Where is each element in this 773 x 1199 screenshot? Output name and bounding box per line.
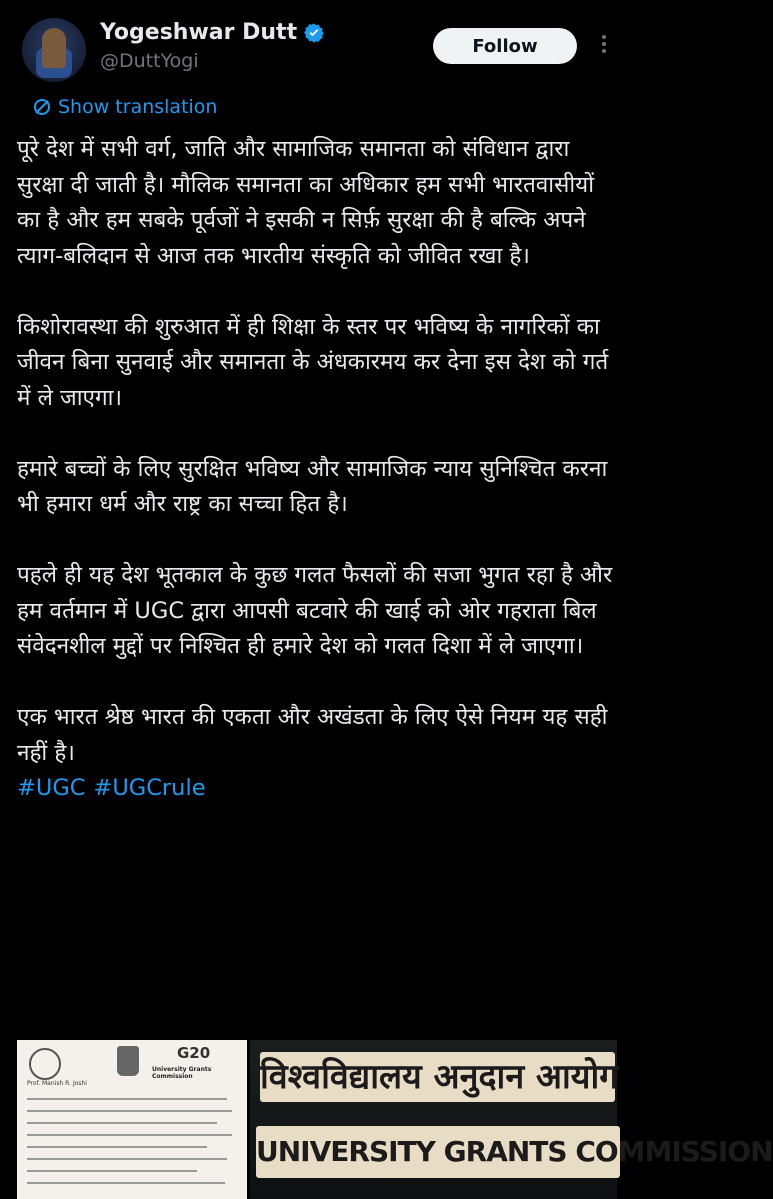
doc-header: G20 xyxy=(177,1044,211,1062)
hashtags xyxy=(17,771,617,807)
media-image-ugc-board[interactable] xyxy=(250,1040,773,1199)
doc-org: University Grants Commission xyxy=(152,1066,212,1080)
author-name-row[interactable] xyxy=(100,20,325,45)
tweet-paragraph: पहले ही यह देश भूतकाल के कुछ गलत फैसलों की सजा भुगत रहा है और हम वर्तमान में UGC द्वारा आपसी बटवारे की खाई को ओर गहराता बिल संवेदनशील मुद्दों पर निश्चित ही हमारे देश को गलत दिशा में ले जाएगा। xyxy=(17,562,613,659)
author-name[interactable]: Yogeshwar Dutt xyxy=(100,20,298,45)
tweet-text xyxy=(17,132,617,807)
follow-button[interactable]: Follow xyxy=(433,28,577,64)
tweet-media[interactable] xyxy=(17,1040,773,1199)
author-avatar[interactable] xyxy=(22,18,86,82)
emblem-icon xyxy=(117,1046,139,1076)
show-translation-link[interactable] xyxy=(32,96,217,118)
hashtag-link[interactable]: #UGCrule xyxy=(93,775,206,801)
tweet-paragraph: पूरे देश में सभी वर्ग, जाति और सामाजिक समानता को संविधान द्वारा सुरक्षा दी जाती है। मौलिक समानता का अधिकार हम सभी भारतवासीयों का है और हम सबके पूर्वजों ने इसकी न सिर्फ़ सुरक्षा की है बल्कि अपने त्याग-बलिदान से आज तक भारतीय संस्कृति को जीवित रखा है। xyxy=(17,136,595,269)
seal-icon xyxy=(29,1048,61,1080)
author-handle[interactable]: @DuttYogi xyxy=(100,50,199,72)
more-options-icon[interactable] xyxy=(594,32,614,58)
translate-icon xyxy=(32,97,52,117)
tweet-paragraph: एक भारत श्रेष्ठ भारत की एकता और अखंडता के लिए ऐसे नियम यह सही नहीं है। xyxy=(17,704,608,766)
show-translation-label[interactable]: Show translation xyxy=(58,96,218,118)
verified-badge-icon xyxy=(303,22,325,44)
hashtag-link[interactable]: #UGC xyxy=(17,775,86,801)
tweet-paragraph: हमारे बच्चों के लिए सुरक्षित भविष्य और सामाजिक न्याय सुनिश्चित करना भी हमारा धर्म और राष्ट्र का सच्चा हित है। xyxy=(17,455,608,517)
board-english-text: UNIVERSITY GRANTS COMMISSION xyxy=(256,1126,620,1178)
tweet-paragraph: किशोरावस्था की शुरुआत में ही शिक्षा के स्तर पर भविष्य के नागरिकों का जीवन बिना सुनवाई और समानता के अंधकारमय कर देना इस देश को गर्त में ले जाएगा। xyxy=(17,313,609,411)
media-image-document[interactable] xyxy=(17,1040,247,1199)
doc-signatory: Prof. Manish R. Joshi xyxy=(27,1080,87,1087)
board-hindi-text: विश्वविद्यालय अनुदान आयोग xyxy=(260,1052,615,1102)
tweet-header xyxy=(0,0,633,90)
